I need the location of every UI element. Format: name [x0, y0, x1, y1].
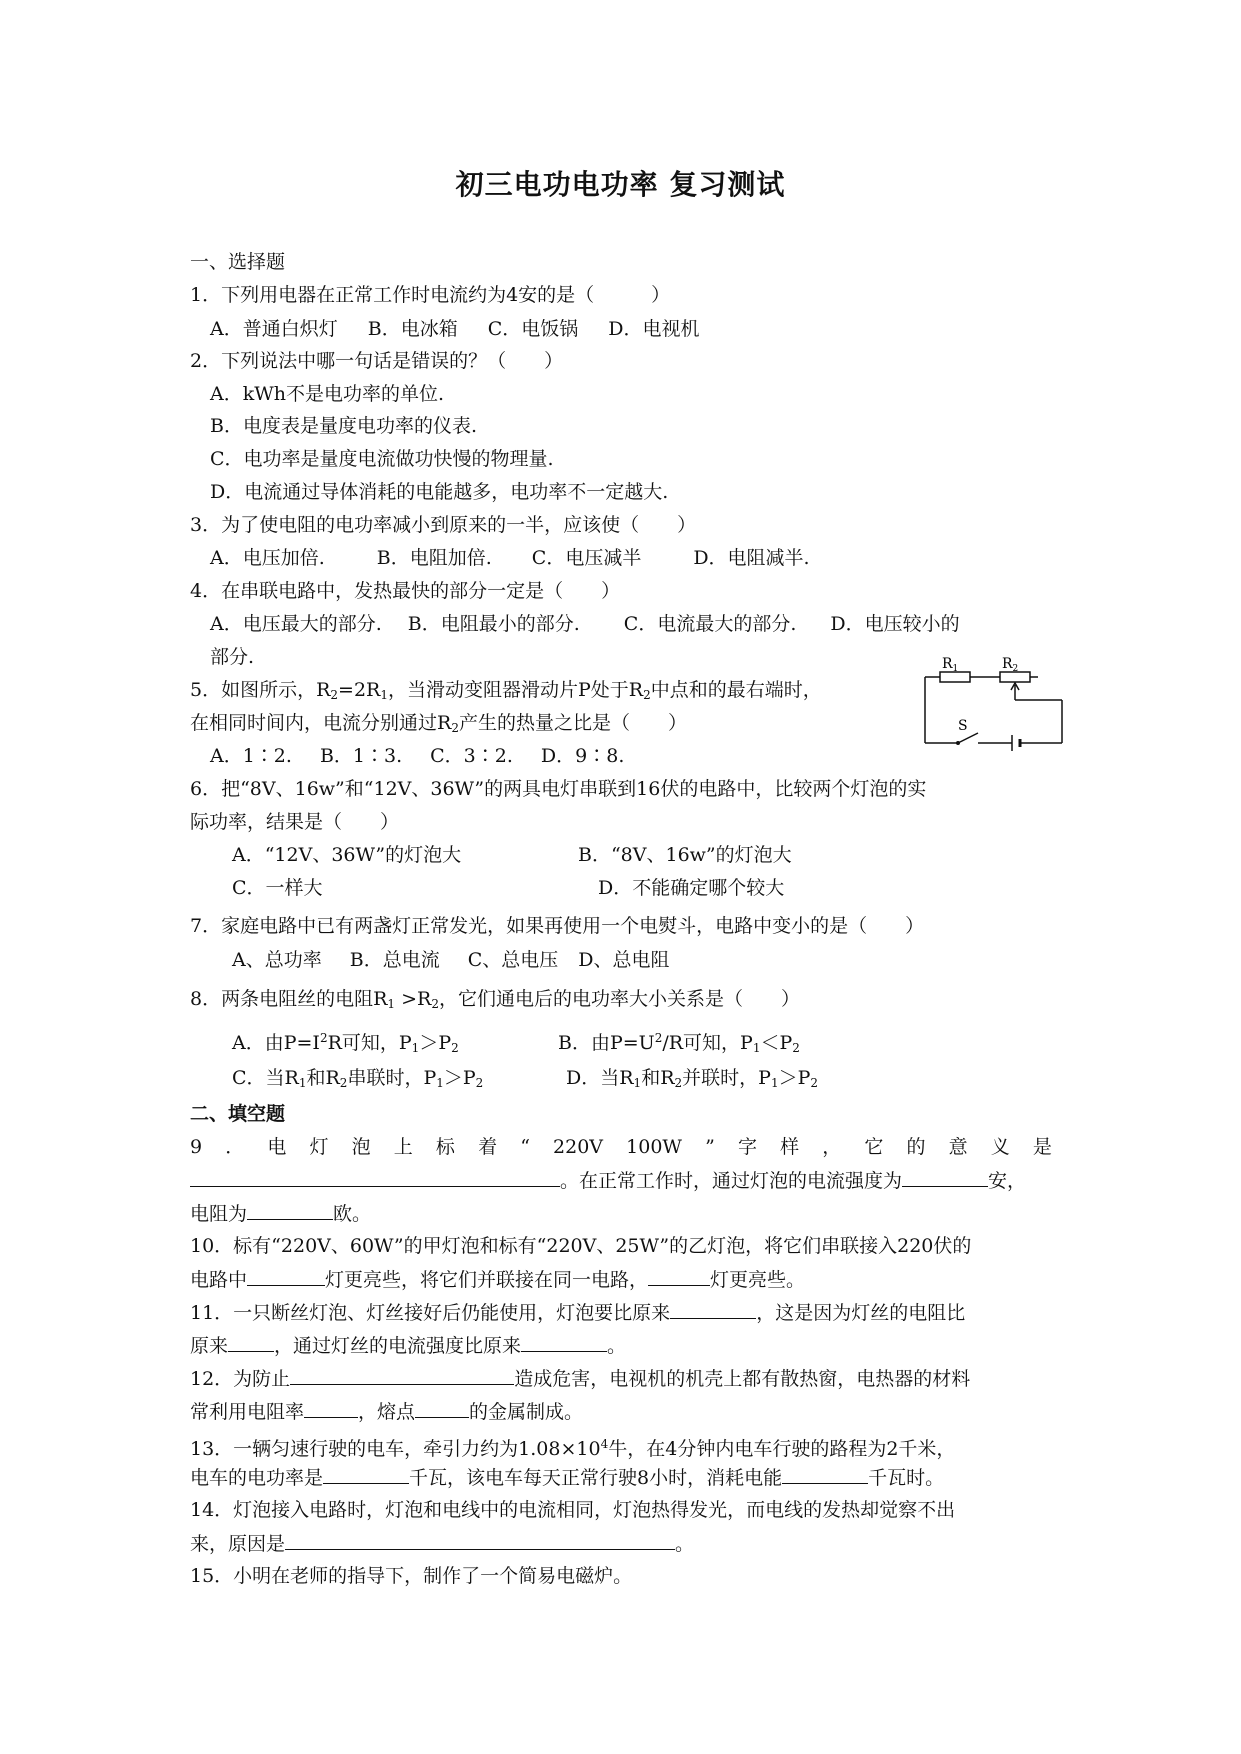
option-b: B．电阻最小的部分.	[407, 613, 580, 635]
question-2-option-b: B．电度表是量度电功率的仪表.	[210, 415, 478, 437]
question-9-char: 上	[393, 1136, 413, 1158]
question-4-options	[210, 612, 990, 636]
question-4-continued: 部分.	[210, 646, 255, 668]
blank[interactable]	[648, 1267, 710, 1286]
question-8-option-b: B．由$P=U^2/R$可知，$P_1<P_2$	[558, 1031, 800, 1055]
label-r1: $R_1$	[942, 656, 959, 674]
section-fill-heading: 二、填空题	[190, 1103, 286, 1125]
option-b: B．电冰箱	[367, 318, 458, 340]
option-c: C．电压减半	[531, 547, 642, 569]
question-9-char: 意	[948, 1136, 968, 1158]
question-9-char: 它	[864, 1136, 884, 1158]
question-6-option-a: A．“12V、36W”的灯泡大	[232, 844, 462, 866]
question-9-char: 电	[267, 1136, 287, 1158]
question-14: 14．灯泡接入电路时，灯泡和电线中的电流相同，灯泡热得发光，而电线的发热却觉察不出	[190, 1499, 956, 1521]
question-5: 5．如图所示，$R_2=2R_1$，当滑动变阻器滑动片P处于$R_2$中点和的最右端时，	[190, 679, 822, 702]
blank[interactable]	[247, 1267, 325, 1286]
question-3-options	[210, 546, 840, 570]
label-switch: S	[958, 718, 968, 734]
question-9-char: 标	[435, 1136, 455, 1158]
question-10: 10．标有“220V、60W”的甲灯泡和标有“220V、25W”的乙灯泡，将它们串联接入220伏的	[190, 1235, 972, 1257]
question-9-char: ，	[822, 1136, 842, 1158]
question-9-char: “	[520, 1136, 530, 1158]
blank[interactable]	[290, 1366, 514, 1385]
question-9-char: 220V	[553, 1136, 604, 1158]
option-b: B．电阻加倍.	[376, 547, 492, 569]
blank[interactable]	[902, 1168, 988, 1187]
option-a: A．普通白炽灯	[210, 318, 338, 340]
question-14-line-2: 来，原因是 。	[190, 1533, 695, 1555]
question-13: 13．一辆匀速行驶的电车，牵引力约为$1.08\times 10^4$牛，在4分钟内电车行驶的路程为2千米，	[190, 1437, 956, 1460]
question-15: 15．小明在老师的指导下，制作了一个简易电磁炉。	[190, 1565, 633, 1587]
question-6-option-b: B．“8V、16w”的灯泡大	[578, 844, 792, 866]
question-8-option-d: D．当$R_1$和$R_2$并联时，$P_1>P_2$	[566, 1067, 819, 1090]
question-12: 12．为防止 造成危害，电视机的机壳上都有散热窗，电热器的材料	[190, 1368, 971, 1390]
question-6-option-c: C．一样大	[232, 877, 323, 899]
question-3: 3．为了使电阻的电功率减小到原来的一半，应该使（ ）	[190, 514, 697, 536]
question-6: 6．把“8V、16w”和“12V、36W”的两具电灯串联到16伏的电路中，比较两个灯泡的实	[190, 778, 927, 800]
blank[interactable]	[228, 1333, 274, 1352]
question-9-char: 100W	[626, 1136, 682, 1158]
question-1: 1．下列用电器在正常工作时电流约为4安的是（ ）	[190, 284, 671, 306]
question-5-options	[210, 744, 654, 768]
blank[interactable]	[190, 1168, 560, 1187]
question-6-option-d: D．不能确定哪个较大	[598, 877, 785, 899]
option-b: B．总电流	[349, 949, 440, 971]
question-9-line-2: 。在正常工作时，通过灯泡的电流强度为 安，	[190, 1168, 1026, 1193]
option-d: D．电压较小的	[830, 613, 960, 635]
blank[interactable]	[670, 1300, 756, 1319]
option-c: C、总电压	[467, 949, 559, 971]
question-9-line-3: 电阻为 欧。	[190, 1203, 372, 1225]
question-6-line-2: 际功率，结果是（ ）	[190, 811, 400, 833]
section-choice-heading: 一、选择题	[190, 251, 286, 273]
page-title: 初三电功电功率 复习测试	[455, 168, 786, 201]
question-8-option-c: C．当$R_1$和$R_2$串联时，$P_1>P_2$	[232, 1067, 484, 1090]
option-c: C．电饭锅	[487, 318, 579, 340]
question-9-char: ”	[705, 1136, 715, 1158]
option-a: A．电压加倍.	[210, 547, 325, 569]
circuit-diagram	[920, 655, 1070, 755]
option-a: A．电压最大的部分.	[210, 613, 382, 635]
blank[interactable]	[782, 1465, 868, 1484]
option-d: D．电视机	[608, 318, 700, 340]
question-9-char: ．	[225, 1136, 245, 1158]
question-9-char: 字	[737, 1136, 757, 1158]
option-a: A、总功率	[232, 949, 322, 971]
question-2-option-a: A．kWh不是电功率的单位.	[210, 383, 445, 405]
option-d: D、总电阻	[578, 949, 670, 971]
question-4: 4．在串联电路中，发热最快的部分一定是（ ）	[190, 580, 621, 602]
option-d: D．电阻减半.	[693, 547, 810, 569]
blank[interactable]	[323, 1465, 409, 1484]
question-10-line-2: 电路中 灯更亮些，将它们并联接在同一电路， 灯更亮些。	[190, 1269, 806, 1291]
question-9-char: 义	[990, 1136, 1010, 1158]
option-a: A．1∶2.	[210, 745, 292, 767]
question-9-char: 的	[906, 1136, 926, 1158]
question-9-char: 灯	[309, 1136, 329, 1158]
question-9-char: 着	[478, 1136, 498, 1158]
option-c: C．电流最大的部分.	[623, 613, 797, 635]
question-8-option-a: A．由$P=I^2R$可知，$P_1>P_2$	[232, 1031, 459, 1055]
option-c: C．3∶2.	[430, 745, 513, 767]
question-1-options	[210, 317, 729, 341]
question-7-options	[232, 948, 699, 972]
question-9	[190, 1135, 1052, 1159]
label-r2: $R_2$	[1002, 656, 1019, 674]
blank[interactable]	[415, 1399, 469, 1418]
question-2: 2．下列说法中哪一句话是错误的？（ ）	[190, 350, 564, 372]
blank[interactable]	[304, 1399, 358, 1418]
question-12-line-2: 常利用电阻率 ，熔点 的金属制成。	[190, 1401, 584, 1423]
blank[interactable]	[521, 1333, 607, 1352]
question-7: 7．家庭电路中已有两盏灯正常发光，如果再使用一个电熨斗，电路中变小的是（ ）	[190, 915, 925, 937]
question-9-char: 泡	[351, 1136, 371, 1158]
question-9-char: 是	[1032, 1136, 1052, 1158]
question-9-char: 9	[190, 1136, 203, 1158]
question-8: 8．两条电阻丝的电阻$R_1 >R_2$，它们通电后的电功率大小关系是（ ）	[190, 988, 800, 1011]
question-2-option-c: C．电功率是量度电流做功快慢的物理量.	[210, 448, 554, 470]
question-11: 11．一只断丝灯泡、灯丝接好后仍能使用，灯泡要比原来 ，这是因为灯丝的电阻比	[190, 1302, 966, 1324]
question-2-option-d: D．电流通过导体消耗的电能越多，电功率不一定越大.	[210, 481, 669, 503]
blank[interactable]	[285, 1531, 675, 1550]
question-5-line-2: 在相同时间内，电流分别通过$R_2$产生的热量之比是（ ）	[190, 712, 687, 735]
question-11-line-2: 原来 ，通过灯丝的电流强度比原来 。	[190, 1335, 627, 1357]
question-13-line-2: 电车的电功率是 千瓦，该电车每天正常行驶8小时，消耗电能 千瓦时。	[190, 1467, 945, 1489]
question-9-char: 样	[780, 1136, 800, 1158]
option-b: B．1∶3.	[319, 745, 403, 767]
option-d: D．9∶8.	[540, 745, 625, 767]
blank[interactable]	[247, 1201, 333, 1220]
